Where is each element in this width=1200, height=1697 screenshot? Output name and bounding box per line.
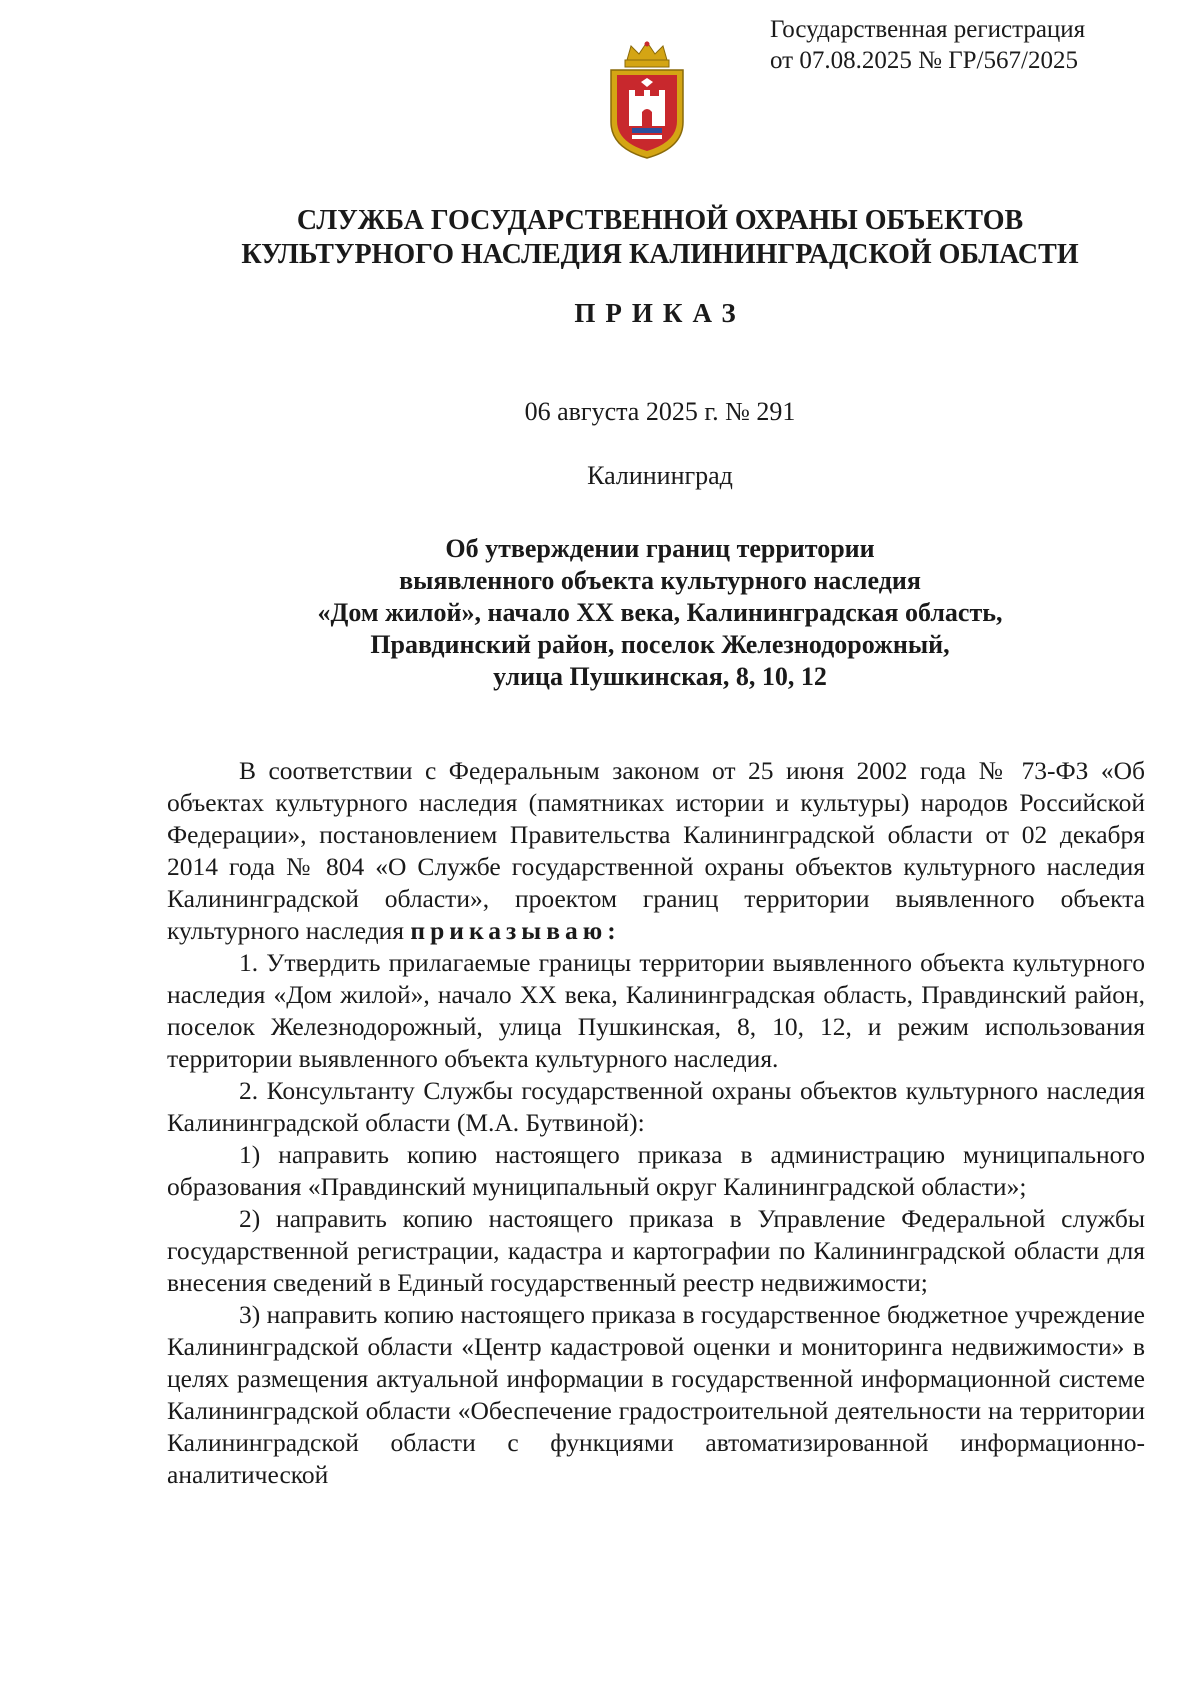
registration-line-1: Государственная регистрация (770, 16, 1086, 43)
order-subject-line-4: Правдинский район, поселок Железнодорожный, (370, 630, 950, 659)
preamble-text: В соответствии с Федеральным законом от 25 июня 2002 года № 73-ФЗ «Об объектах культурного наследия (памятниках истории и культуры) народов Российской Федерации», постановлением Правительства Калининградской области от 02 декабря 2014 года № 804 «О Службе государственной охраны объектов культурного наследия Калининградской области», проектом границ территории выявленного объекта культурного наследия (167, 756, 1145, 945)
registration-stamp (770, 14, 1180, 76)
organization-title (100, 204, 1200, 272)
order-city: Калининград (587, 461, 733, 490)
item-2: 2. Консультанту Службы государственной охраны объектов культурного наследия Калининградской области (М.А. Бутвиной): (167, 1076, 1145, 1137)
order-subject-line-2: выявленного объекта культурного наследия (399, 566, 921, 595)
kaliningrad-coat-of-arms-icon (605, 40, 689, 160)
subitem-1: 1) направить копию настоящего приказа в администрацию муниципального образования «Правдинский муниципальный округ Калининградской области»; (167, 1140, 1145, 1201)
subitem-3: 3) направить копию настоящего приказа в государственное бюджетное учреждение Калининградской области «Центр кадастровой оценки и мониторинга недвижимости» в целях размещения актуальной информации в государственной информационной системе Калининградской области «Обеспечение градостроительной деятельности на территории Калининградской области с функциями автоматизированной информационно-аналитической (167, 1300, 1145, 1489)
order-date-number: 06 августа 2025 г. № 291 (524, 397, 796, 426)
subitem-2: 2) направить копию настоящего приказа в Управление Федеральной службы государственной регистрации, кадастра и картографии по Калининградской области для внесения сведений в Единый государственный реестр недвижимости; (167, 1204, 1145, 1297)
registration-line-2: от 07.08.2025 № ГР/567/2025 (770, 47, 1078, 74)
order-subject-line-3: «Дом жилой», начало XX века, Калининградская область, (317, 598, 1003, 627)
order-subject-line-1: Об утверждении границ территории (445, 534, 875, 563)
organization-title-line-2: КУЛЬТУРНОГО НАСЛЕДИЯ КАЛИНИНГРАДСКОЙ ОБЛАСТИ (241, 239, 1079, 270)
preamble-paragraph (167, 755, 1145, 947)
order-subject (100, 533, 1200, 693)
order-subject-line-5: улица Пушкинская, 8, 10, 12 (493, 662, 827, 691)
document-type: ПРИКАЗ (574, 298, 746, 328)
order-body (167, 755, 1145, 1491)
organization-title-line-1: СЛУЖБА ГОСУДАРСТВЕННОЙ ОХРАНЫ ОБЪЕКТОВ (296, 205, 1024, 236)
order-word: приказываю: (410, 916, 621, 945)
item-1: 1. Утвердить прилагаемые границы территории выявленного объекта культурного наследия «Дом жилой», начало XX века, Калининградская область, Правдинский район, поселок Железнодорожный, улица Пушкинская, 8, 10, 12, и режим использования территории выявленного объекта культурного наследия. (167, 948, 1145, 1073)
